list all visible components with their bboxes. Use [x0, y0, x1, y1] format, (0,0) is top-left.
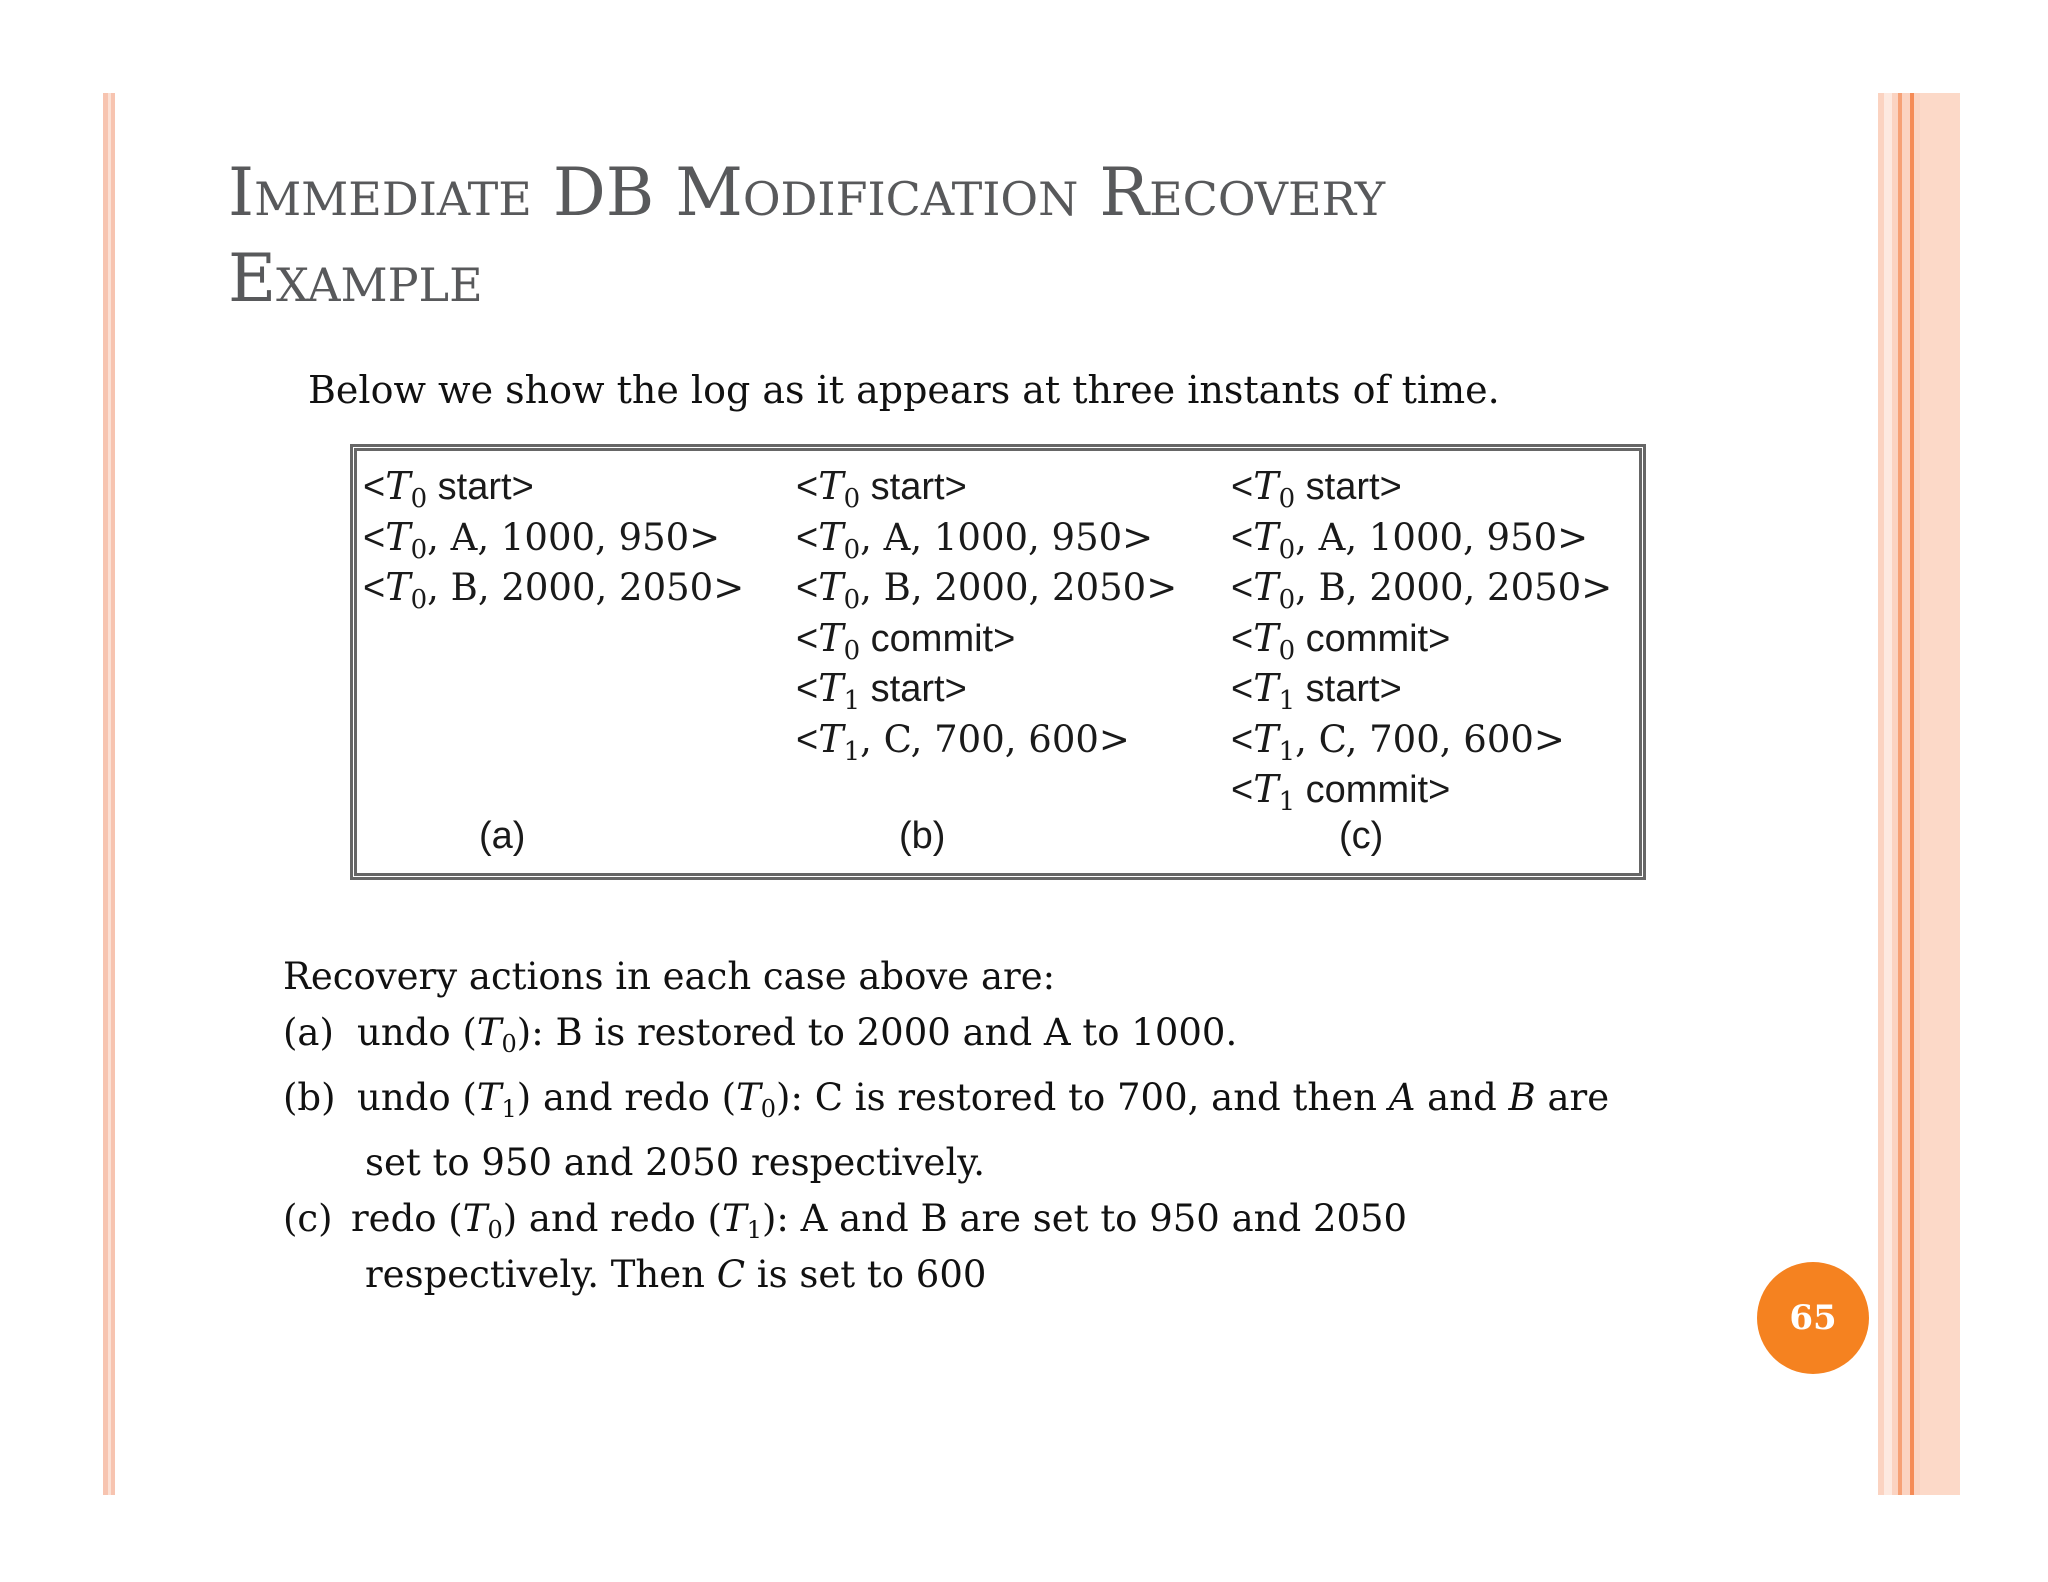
subscript: 0	[760, 1095, 777, 1123]
text: ): A and B are set to 950 and 2050	[761, 1197, 1408, 1240]
log-transaction-sub: 0	[410, 585, 428, 615]
variable: T	[476, 1076, 502, 1119]
log-transaction-var: T	[385, 514, 411, 559]
recovery-heading: Recovery actions in each case above are:	[283, 955, 1056, 998]
log-record-text: , C, 700, 600>	[1295, 717, 1565, 761]
log-record	[363, 461, 744, 512]
log-record-text: , B, 2000, 2050>	[860, 566, 1178, 609]
log-transaction-sub: 1	[843, 736, 861, 767]
right-border-band-light	[1884, 93, 1892, 1495]
log-bracket: <	[1231, 718, 1254, 761]
log-column-label-a: (a)	[479, 815, 526, 857]
log-transaction-sub: 0	[1278, 534, 1296, 565]
log-transaction-var: T	[1253, 666, 1279, 710]
log-bracket: <	[363, 466, 386, 508]
log-column-b	[796, 461, 1178, 767]
log-record	[1231, 613, 1612, 664]
log-record-text: commit>	[1295, 617, 1451, 660]
variable: C	[716, 1253, 746, 1296]
variable: T	[476, 1011, 502, 1054]
log-record	[1231, 512, 1612, 563]
subscript: 0	[501, 1030, 517, 1058]
text: and	[1415, 1076, 1509, 1119]
log-bracket: <	[796, 718, 819, 761]
variable: A	[1388, 1076, 1416, 1119]
log-bracket: <	[796, 617, 819, 660]
log-bracket: <	[796, 516, 819, 559]
log-transaction-var: T	[818, 615, 844, 660]
item-label: (a)	[283, 1011, 334, 1054]
variable: B	[1508, 1076, 1536, 1119]
page-number-badge: 65	[1757, 1262, 1869, 1374]
log-transaction-var: T	[1253, 565, 1279, 609]
text: undo (	[357, 1011, 477, 1054]
log-record-text: start>	[860, 466, 967, 508]
recovery-item-c	[283, 1197, 1408, 1244]
log-bracket: <	[1231, 466, 1254, 508]
variable: T	[736, 1076, 761, 1119]
log-transaction-var: T	[385, 464, 411, 508]
log-bracket: <	[796, 567, 819, 609]
right-border-line	[1898, 93, 1902, 1495]
recovery-item-c-continued	[365, 1253, 986, 1296]
log-record	[363, 562, 744, 613]
log-transaction-var: T	[1253, 615, 1279, 660]
log-record-text: , B, 2000, 2050>	[1295, 566, 1613, 609]
log-record-text: , A, 1000, 950>	[860, 515, 1154, 559]
log-transaction-sub: 0	[843, 585, 861, 615]
log-record-text: start>	[1295, 668, 1402, 710]
text: are	[1535, 1076, 1610, 1119]
log-figure	[350, 444, 1646, 880]
log-record-text: , B, 2000, 2050>	[427, 566, 745, 609]
intro-text: Below we show the log as it appears at three instants of time.	[308, 368, 1500, 412]
text: ) and redo (	[502, 1197, 722, 1240]
text: respectively. Then	[365, 1253, 717, 1296]
subscript: 0	[487, 1216, 503, 1244]
log-transaction-sub: 0	[410, 484, 428, 514]
log-bracket: <	[1231, 617, 1254, 660]
log-record-text: , A, 1000, 950>	[427, 515, 721, 559]
log-record-text: , A, 1000, 950>	[1295, 515, 1589, 559]
log-record	[796, 512, 1177, 563]
log-record	[1231, 562, 1612, 613]
log-transaction-sub: 0	[843, 484, 861, 514]
recovery-item-b	[283, 1076, 1610, 1123]
log-record-text: , C, 700, 600>	[860, 717, 1130, 761]
log-bracket: <	[1231, 567, 1254, 609]
right-border-line-dark	[1910, 93, 1914, 1495]
log-column-c	[1231, 461, 1612, 815]
text: redo (	[351, 1197, 463, 1240]
log-record	[796, 562, 1177, 613]
recovery-item-a	[283, 1011, 1238, 1058]
log-transaction-var: T	[818, 666, 844, 710]
log-record-text: start>	[860, 668, 967, 710]
log-transaction-var: T	[1253, 514, 1279, 559]
log-transaction-var: T	[1253, 767, 1279, 811]
log-record-text: start>	[1295, 466, 1402, 508]
log-transaction-var: T	[1253, 716, 1279, 761]
log-column-a	[363, 461, 744, 613]
slide-title-line1: Immediate DB Modification Recovery	[228, 154, 1386, 231]
right-border-band-soft	[1920, 93, 1960, 1495]
text: is set to 600	[745, 1253, 987, 1296]
log-bracket: <	[363, 516, 386, 559]
log-transaction-var: T	[818, 565, 844, 609]
log-record	[363, 512, 744, 563]
log-transaction-sub: 1	[1278, 736, 1296, 767]
log-record	[1231, 461, 1612, 512]
slide-title	[228, 150, 1848, 322]
variable: T	[722, 1197, 747, 1240]
item-label: (c)	[283, 1197, 333, 1240]
text: ) and redo (	[516, 1076, 737, 1119]
log-transaction-sub: 0	[410, 534, 428, 565]
log-transaction-var: T	[818, 464, 844, 508]
log-transaction-sub: 0	[843, 635, 861, 666]
log-transaction-sub: 0	[843, 534, 861, 565]
log-transaction-sub: 1	[1278, 787, 1296, 817]
log-bracket: <	[1231, 516, 1254, 559]
log-transaction-var: T	[818, 716, 844, 761]
log-record	[796, 461, 1177, 512]
slide-title-line2: Example	[228, 240, 483, 317]
log-record-text: start>	[427, 466, 534, 508]
log-record	[1231, 714, 1612, 765]
text: ): B is restored to 2000 and A to 1000.	[516, 1011, 1238, 1054]
log-bracket: <	[1231, 668, 1254, 710]
text: undo (	[357, 1076, 477, 1119]
log-transaction-sub: 0	[1278, 635, 1296, 666]
log-column-label-c: (c)	[1339, 815, 1384, 857]
log-record	[796, 613, 1177, 664]
log-bracket: <	[1231, 769, 1254, 811]
log-transaction-sub: 0	[1278, 484, 1296, 514]
log-transaction-var: T	[385, 565, 411, 609]
log-record-text: commit>	[860, 617, 1016, 660]
subscript: 1	[746, 1216, 762, 1244]
log-record-text: commit>	[1295, 769, 1451, 811]
log-record	[796, 714, 1177, 765]
recovery-item-b-continued: set to 950 and 2050 respectively.	[365, 1141, 986, 1184]
log-transaction-var: T	[818, 514, 844, 559]
log-transaction-sub: 1	[843, 686, 861, 716]
log-bracket: <	[796, 466, 819, 508]
variable: T	[462, 1197, 488, 1240]
log-bracket: <	[363, 567, 386, 609]
log-transaction-var: T	[1253, 464, 1279, 508]
subscript: 1	[501, 1095, 517, 1123]
left-border-stripe-inner	[108, 93, 111, 1495]
log-transaction-sub: 1	[1278, 686, 1296, 716]
log-record	[1231, 663, 1612, 714]
log-record	[1231, 764, 1612, 815]
log-column-label-b: (b)	[899, 815, 946, 857]
item-label: (b)	[283, 1076, 336, 1119]
log-record	[796, 663, 1177, 714]
text: ): C is restored to 700, and then	[776, 1076, 1389, 1119]
log-bracket: <	[796, 668, 819, 710]
log-transaction-sub: 0	[1278, 585, 1296, 615]
